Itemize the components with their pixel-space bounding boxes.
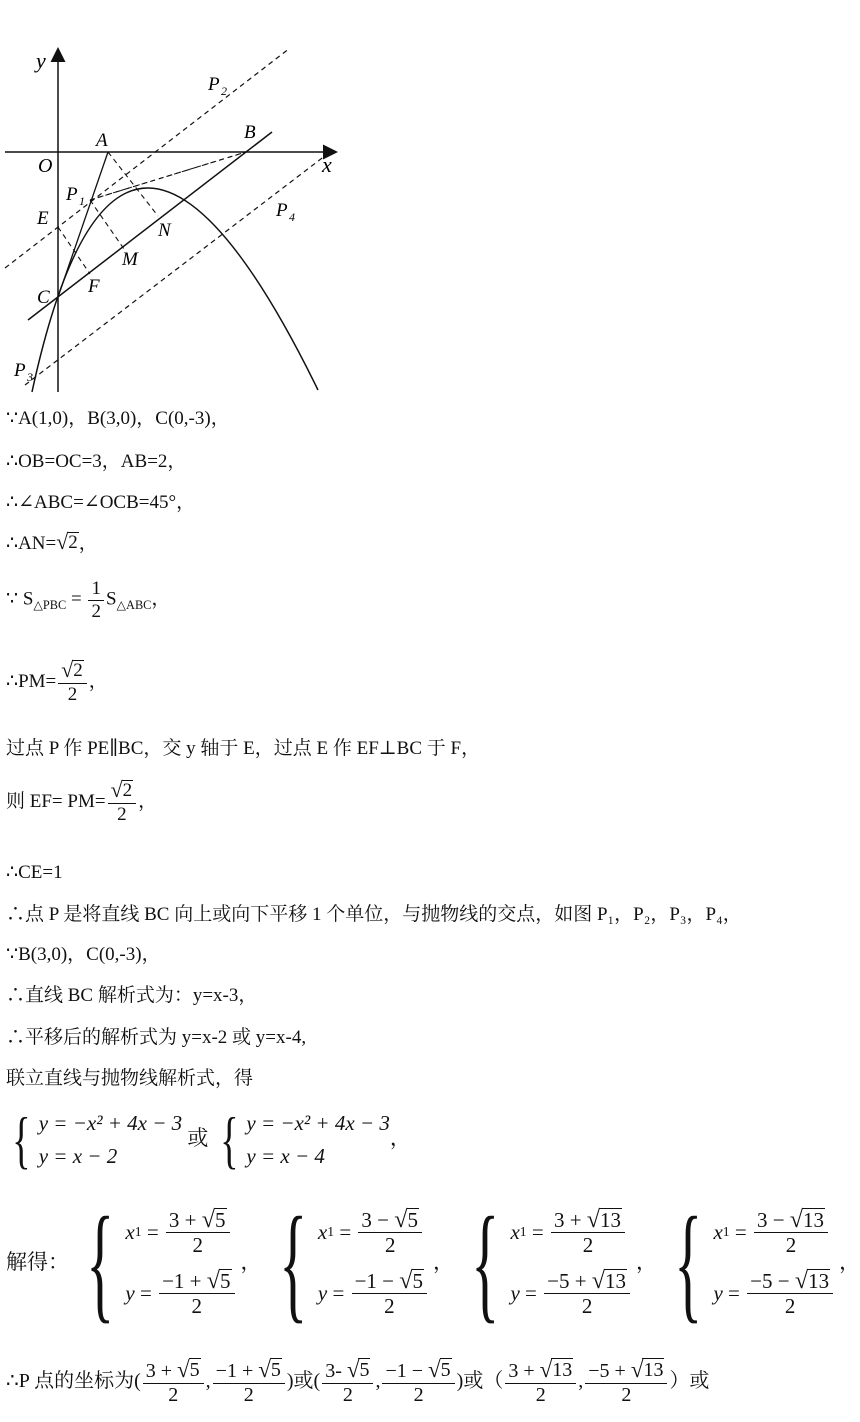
label-c: C — [37, 287, 50, 308]
solution-2: { x 1 = 3 − √ 5 2 y = −1 − √ 5 2 — [262, 1198, 430, 1328]
line-bc — [28, 132, 272, 320]
svg-text:4: 4 — [289, 210, 295, 224]
y-axis-label: y — [36, 48, 46, 73]
line-5: ∵ $S_{\triangle PBC}$ = $\frac{1}{2}$ $S_{\triangle ABC}$， — [6, 578, 171, 622]
label-m: M — [122, 249, 138, 270]
solution-3: { x 1 = 3 + √ 13 2 y = −5 + √ 13 2 — [454, 1198, 632, 1328]
svg-text:2: 2 — [221, 84, 227, 98]
line-4: ∴AN= √ 2 ， — [6, 530, 98, 554]
equation-systems: { y = −x² + 4x − 3 y = x − 2 或 { y = −x² + 4x − 3 y = x − 4 ， — [6, 1108, 411, 1172]
solutions: 解得： { x 1 = 3 + √ 5 2 y = −1 + √ 5 2 ， { x 1 = 3 − √ 5 2 y = −1 − √ 5 2 ， { x 1 = 3 + √ 13 2 y = −5 + √ 13 2 ， { x 1 = 3 − √ 13 2 y = −5 − √ 13 2 ， — [6, 1191, 860, 1335]
line-6: ∴PM= √ 2 2 ， — [6, 658, 108, 705]
svg-text:P: P — [14, 360, 26, 381]
line-11: ∵B(3,0)，C(0,-3)， — [6, 944, 161, 965]
svg-text:P: P — [208, 74, 220, 95]
svg-text:3: 3 — [27, 370, 33, 384]
system-2: { y = −x² + 4x − 3 y = x − 4 — [219, 1104, 390, 1175]
label-n: N — [158, 220, 171, 241]
label-p3 — [13, 360, 33, 384]
segment-a-b-dash — [90, 152, 246, 200]
x-axis-label: x — [322, 152, 332, 177]
label-p1 — [65, 184, 85, 208]
label-f: F — [88, 276, 100, 297]
svg-text:P: P — [66, 184, 78, 205]
segment-a-n — [108, 152, 158, 216]
label-b: B — [244, 122, 256, 143]
label-e: E — [37, 208, 49, 229]
line-8: 则 EF= PM= √ 2 2 ， — [6, 778, 158, 825]
segment-a-c — [58, 152, 108, 297]
svg-text:P: P — [276, 200, 288, 221]
origin-label: O — [38, 155, 53, 177]
label-a: A — [96, 130, 108, 151]
geometry-figure — [0, 40, 345, 440]
line-2: ∴OB=OC=3，AB=2， — [6, 451, 187, 472]
line-10: ∴点 P 是将直线 BC 向上或向下平移 1 个单位，与抛物线的交点，如图 P₁，P₂，P₃，P₄， — [6, 904, 742, 925]
svg-text:1: 1 — [79, 194, 85, 208]
line-14: 联立直线与抛物线解析式，得 — [6, 1068, 254, 1089]
line-12: ∴直线 BC 解析式为：y=x-3， — [6, 985, 258, 1006]
label-p2 — [207, 74, 227, 98]
line-13: ∴平移后的解析式为 y=x-2 或 y=x-4, — [6, 1027, 307, 1048]
solution-1: { x 1 = 3 + √ 5 2 y = −1 + √ 5 2 — [69, 1198, 237, 1328]
line-7: 过点 P 作 PE∥BC，交 y 轴于 E，过点 E 作 EF⊥BC 于 F， — [6, 738, 481, 759]
line-3: ∴∠ABC=∠OCB=45°， — [6, 492, 196, 513]
label-p4 — [275, 200, 295, 224]
line-9: ∴CE=1 — [6, 862, 63, 883]
solution-4: { x 1 = 3 − √ 13 2 y = −5 − √ 13 2 — [657, 1198, 835, 1328]
system-1: { y = −x² + 4x − 3 y = x − 2 — [12, 1104, 183, 1175]
line-1: ∵A(1,0)，B(3,0)，C(0,-3)， — [6, 408, 230, 429]
final-line: ∴P 点的坐标为( 3 + √ 5 2 , −1 + √ 5 2 )或( 3- √ 5 2 , −1 − √ 5 2 )或（ 3 + √ 13 2 , −5 + √ 13 2 ）或 — [6, 1357, 710, 1406]
